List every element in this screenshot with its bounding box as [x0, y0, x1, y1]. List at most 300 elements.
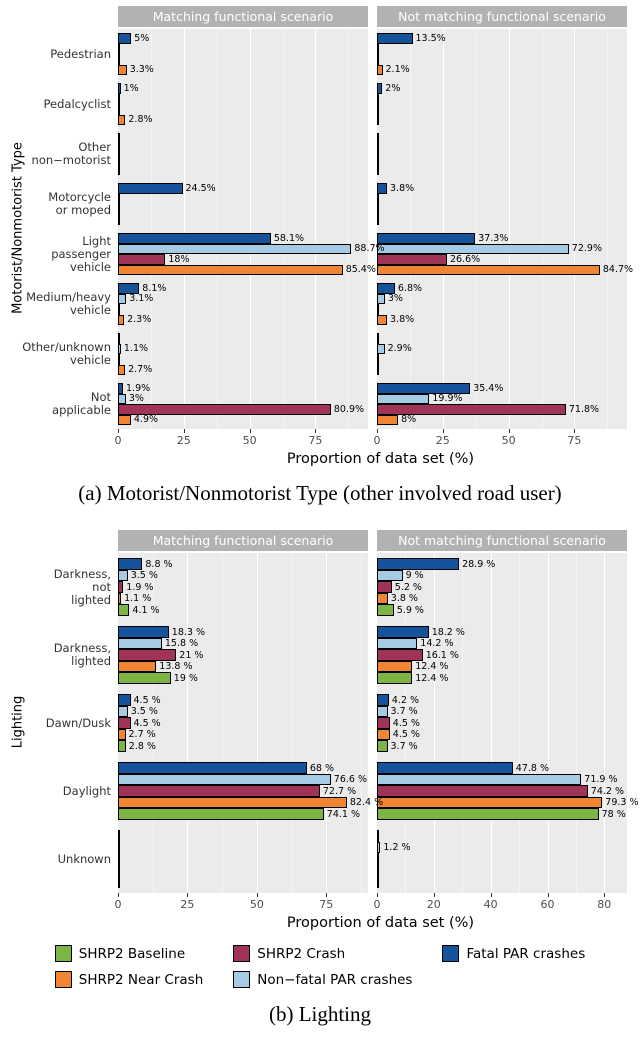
category-label-line: Motorcycle	[48, 190, 111, 204]
bar-group	[118, 757, 384, 825]
x-tick	[548, 893, 549, 897]
x-tick	[184, 429, 185, 433]
x-axis	[114, 429, 368, 450]
bar-row	[118, 694, 368, 706]
bar-crash	[377, 104, 379, 115]
bar-value-label: 26.6%	[450, 253, 481, 265]
bar-fatal	[377, 626, 429, 638]
bar-nonfatal	[377, 394, 429, 405]
bar-row	[118, 740, 368, 752]
bar-row	[118, 661, 368, 673]
bar-row	[377, 233, 627, 244]
bar-row	[118, 94, 368, 105]
bar-value-label: 19.9%	[432, 393, 463, 405]
bar-row	[377, 33, 627, 44]
category-label-line: Daylight	[62, 783, 111, 798]
bar-nearcrash	[118, 593, 121, 605]
bar-nearcrash	[118, 165, 120, 176]
bar-value-label: 76.6 %	[333, 774, 367, 785]
bar-row	[377, 706, 627, 718]
bar-row	[377, 264, 634, 276]
bar-row	[118, 672, 368, 684]
bar-row	[118, 762, 368, 774]
bar-value-label: 1.9%	[126, 382, 151, 394]
category-label	[28, 379, 118, 429]
bar-row	[118, 304, 368, 315]
bar-group	[118, 29, 368, 79]
bar-fatal	[118, 626, 169, 638]
bar-nonfatal	[118, 194, 120, 205]
caption-a: (a) Motorist/Nonmotorist Type (other involved road user)	[78, 481, 562, 505]
bar-row	[118, 365, 368, 376]
category-label-line: Light	[82, 233, 111, 248]
bar-row	[118, 404, 368, 415]
bar-value-label: 5.9 %	[396, 604, 424, 616]
category-label-line: applicable	[52, 403, 111, 417]
bar-value-label: 4.5 %	[133, 717, 161, 729]
bar-value-label: 37.3%	[478, 232, 509, 244]
bar-value-label: 74.1 %	[326, 808, 360, 820]
bar-value-label: 4.5 %	[133, 694, 161, 706]
bar-value-label: 2.1%	[385, 64, 410, 76]
bar-value-label: 1%	[123, 82, 139, 94]
bar-group	[377, 825, 627, 893]
panel-body	[377, 553, 639, 893]
bar-value-label: 47.8 %	[515, 762, 549, 774]
bar-crash	[118, 304, 120, 315]
bar-fatal	[377, 694, 389, 706]
bar-value-label: 5%	[134, 32, 150, 44]
bar-row	[377, 215, 627, 226]
bar-baseline	[118, 808, 324, 820]
bar-value-label: 71.8%	[568, 403, 600, 415]
bar-row	[377, 876, 627, 888]
bar-value-label: 1.2 %	[383, 842, 411, 853]
bar-nonfatal	[377, 638, 417, 650]
bar-value-label: 4.9%	[133, 414, 159, 426]
bar-row	[377, 365, 627, 376]
bar-row	[118, 593, 368, 605]
bar-nonfatal	[118, 94, 120, 105]
bar-nonfatal	[377, 774, 581, 786]
bar-fatal	[377, 133, 379, 144]
category-label	[28, 129, 118, 179]
bar-nearcrash	[377, 797, 602, 809]
bar-row	[377, 83, 627, 94]
bar-crash	[118, 54, 120, 65]
bar-baseline	[377, 604, 394, 616]
bar-row	[377, 104, 627, 115]
x-axis-title-a: Proportion of data set (%)	[286, 451, 475, 467]
bar-nearcrash	[377, 365, 379, 376]
bar-row	[377, 808, 627, 820]
legend-item	[55, 945, 203, 962]
bar-row	[118, 194, 368, 205]
x-axis-title-b: Proportion of data set (%)	[286, 915, 475, 931]
bar-crash	[377, 354, 379, 365]
bar-fatal	[118, 183, 183, 194]
bar-nearcrash	[118, 115, 125, 126]
x-tick	[491, 893, 492, 897]
bar-nonfatal	[377, 706, 388, 718]
x-tick-label: 0	[114, 434, 122, 447]
category-label	[28, 79, 118, 129]
bar-nearcrash	[118, 265, 343, 276]
bar-row	[377, 593, 627, 605]
bar-row	[118, 254, 368, 265]
bar-value-label: 85.4%	[345, 264, 376, 276]
bar-row	[377, 558, 627, 570]
bar-value-label: 2.8 %	[128, 740, 156, 752]
bar-value-label: 4.2 %	[391, 694, 420, 706]
bar-value-label: 2.8%	[128, 114, 153, 126]
bar-fatal	[118, 133, 120, 144]
bar-fatal	[377, 558, 459, 570]
bar-group	[377, 689, 627, 757]
bar-row	[118, 264, 376, 276]
bar-value-label: 3.7 %	[390, 706, 418, 717]
bar-nonfatal	[377, 344, 385, 355]
bar-group	[118, 279, 368, 329]
bar-value-label: 18.3 %	[171, 626, 205, 638]
bar-value-label: 3%	[128, 393, 144, 405]
bar-crash	[377, 304, 379, 315]
bar-value-label: 8.8 %	[145, 558, 173, 570]
category-label-line: Pedestrian	[50, 46, 111, 61]
bar-crash	[377, 54, 379, 65]
x-tick	[509, 429, 510, 433]
legend-item	[233, 945, 412, 962]
bar-row	[118, 294, 368, 305]
bar-baseline	[118, 740, 126, 752]
x-tick-label: 40	[483, 898, 498, 911]
bar-row	[377, 294, 627, 305]
bar-crash	[118, 254, 165, 265]
bar-row	[377, 94, 627, 105]
bar-row	[377, 842, 627, 854]
bar-value-label: 9 %	[405, 570, 424, 581]
bar-row	[118, 717, 368, 729]
bar-baseline	[377, 672, 412, 684]
bar-row	[377, 672, 627, 684]
bar-baseline	[118, 672, 171, 684]
category-label	[28, 757, 118, 825]
bar-nearcrash	[377, 115, 379, 126]
facet-strip: Matching functional scenario	[118, 6, 368, 27]
chart-b	[0, 530, 640, 914]
bar-value-label: 58.1%	[273, 232, 305, 244]
bar-nearcrash	[118, 797, 347, 809]
bar-nearcrash	[118, 865, 120, 877]
bar-value-label: 3.1%	[129, 293, 154, 305]
bar-row	[377, 183, 627, 194]
category-label	[28, 689, 118, 757]
bar-crash	[377, 853, 379, 865]
x-tick-label: 50	[501, 434, 516, 447]
bar-nearcrash	[118, 415, 131, 426]
bar-row	[118, 344, 368, 355]
bar-nearcrash	[377, 165, 379, 176]
bar-nearcrash	[377, 315, 387, 326]
legend-label: SHRP2 Crash	[257, 945, 346, 962]
bar-nearcrash	[118, 215, 120, 226]
bar-row	[377, 54, 627, 65]
bar-baseline	[377, 740, 388, 752]
bar-value-label: 28.9 %	[462, 558, 496, 570]
legend-swatch-fatal	[442, 945, 459, 962]
bar-nearcrash	[377, 215, 379, 226]
legend-item	[55, 971, 203, 988]
bar-row	[118, 354, 368, 365]
bar-value-label: 3.8%	[390, 182, 415, 194]
bar-row	[377, 283, 627, 294]
bar-value-label: 72.7 %	[322, 785, 357, 797]
x-tick-label: 80	[597, 898, 612, 911]
y-axis-title	[8, 530, 28, 914]
category-label-line: lighted	[71, 592, 111, 607]
bar-row	[118, 44, 368, 55]
figure-a	[0, 6, 640, 506]
legend-item	[233, 971, 412, 988]
bar-crash	[118, 717, 131, 729]
bar-row	[377, 344, 627, 355]
bar-nearcrash	[118, 729, 126, 741]
bar-row	[377, 570, 627, 582]
bar-row	[118, 204, 368, 215]
bar-nearcrash	[377, 661, 412, 673]
bar-nonfatal	[377, 144, 379, 155]
panel-body	[377, 29, 634, 429]
bar-nonfatal	[118, 842, 120, 854]
bar-row	[377, 785, 627, 797]
x-tick-label: 75	[567, 434, 582, 447]
x-tick	[377, 893, 378, 897]
bar-value-label: 3.7 %	[390, 740, 418, 752]
bar-nearcrash	[377, 65, 383, 76]
bar-value-label: 13.5%	[415, 32, 446, 44]
x-tick-label: 50	[242, 434, 257, 447]
bar-crash	[118, 853, 120, 865]
bar-row	[118, 315, 368, 326]
bar-nonfatal	[118, 144, 120, 155]
bar-row	[377, 853, 627, 865]
bar-row	[118, 215, 368, 226]
caption-b: (b) Lighting	[268, 1002, 372, 1026]
legend-label: SHRP2 Baseline	[78, 945, 186, 962]
bar-row	[118, 581, 368, 593]
bar-nonfatal	[118, 44, 120, 55]
bar-row	[118, 104, 368, 115]
bar-row	[118, 570, 368, 582]
bar-row	[118, 33, 368, 44]
category-label-line: Darkness,	[53, 641, 111, 655]
bar-fatal	[118, 694, 131, 706]
bar-row	[118, 115, 368, 126]
x-tick	[118, 893, 119, 897]
category-label-line: Other/unknown	[22, 340, 111, 354]
bar-row	[118, 853, 368, 865]
bar-row	[377, 154, 627, 165]
bar-row	[118, 243, 385, 255]
bar-value-label: 5.2 %	[394, 581, 422, 593]
bar-fatal	[377, 830, 379, 842]
bar-fatal	[377, 33, 413, 44]
bar-row	[377, 638, 627, 650]
bar-group	[377, 179, 627, 229]
bar-baseline	[118, 876, 120, 888]
bar-value-label: 3.8 %	[390, 593, 418, 604]
bar-nonfatal	[377, 570, 403, 582]
bar-value-label: 8.1%	[142, 282, 167, 294]
bar-row	[377, 354, 627, 365]
bar-row	[118, 154, 368, 165]
bar-value-label: 88.7%	[354, 243, 385, 255]
bar-row	[377, 404, 627, 415]
bar-row	[118, 604, 368, 616]
bar-group	[377, 129, 627, 179]
bar-value-label: 82.4 %	[349, 797, 384, 808]
bar-row	[118, 144, 368, 155]
category-label-line: Medium/heavy	[26, 290, 111, 304]
bar-group	[377, 553, 627, 621]
category-label-line: non−motorist	[31, 153, 111, 167]
bar-row	[118, 842, 368, 854]
y-axis-title-text: Lighting	[10, 695, 26, 749]
bar-value-label: 74.2 %	[590, 785, 624, 797]
bar-group	[377, 621, 627, 689]
bar-row	[118, 415, 368, 426]
category-label-line: Dawn/Dusk	[45, 715, 111, 730]
bar-nearcrash	[377, 593, 388, 605]
bar-value-label: 2.7%	[128, 364, 153, 376]
bar-row	[118, 876, 368, 888]
bar-value-label: 1.1 %	[124, 593, 152, 604]
bar-row	[377, 626, 627, 638]
bar-group	[118, 825, 368, 893]
bar-nearcrash	[118, 315, 124, 326]
category-label	[28, 553, 118, 621]
bar-crash	[377, 649, 423, 661]
bar-row	[118, 54, 368, 65]
bar-nearcrash	[377, 729, 390, 741]
bar-group	[377, 229, 634, 279]
facet-panel	[114, 6, 385, 450]
bar-row	[377, 304, 627, 315]
bar-group	[118, 689, 368, 757]
bar-nearcrash	[377, 865, 379, 877]
bar-row	[118, 729, 368, 741]
bar-crash	[118, 649, 176, 661]
bar-fatal	[377, 233, 475, 244]
bar-row	[377, 830, 627, 842]
bar-row	[377, 244, 627, 255]
x-axis	[373, 429, 627, 450]
bar-crash	[377, 204, 379, 215]
bar-value-label: 13.8 %	[159, 661, 193, 672]
bar-row	[377, 581, 627, 593]
legend-label: Fatal PAR crashes	[466, 945, 586, 962]
category-label-line: passenger	[51, 246, 111, 261]
bar-group	[377, 757, 639, 825]
bar-row	[118, 65, 368, 76]
bar-nonfatal	[118, 344, 121, 355]
facet-panel	[373, 530, 639, 914]
bar-value-label: 79.3 %	[605, 797, 639, 808]
bar-row	[377, 254, 627, 265]
category-label	[28, 621, 118, 689]
bar-group	[118, 329, 368, 379]
bar-group	[118, 553, 368, 621]
bar-nearcrash	[377, 265, 600, 276]
bar-group	[377, 329, 627, 379]
bar-row	[377, 204, 627, 215]
bar-value-label: 78 %	[601, 808, 626, 820]
bar-group	[118, 229, 385, 279]
bar-row	[118, 638, 368, 650]
bar-value-label: 1.1%	[123, 343, 149, 355]
x-tick	[443, 429, 444, 433]
bar-crash	[377, 254, 447, 265]
bar-row	[118, 830, 368, 842]
bar-value-label: 68 %	[309, 762, 335, 774]
x-axis	[114, 893, 368, 914]
bar-baseline	[377, 876, 379, 888]
bar-fatal	[118, 233, 271, 244]
bar-nonfatal	[118, 570, 128, 582]
bar-fatal	[377, 762, 513, 774]
bar-value-label: 18.2 %	[431, 626, 465, 638]
panel-body	[118, 29, 385, 429]
bar-crash	[377, 154, 379, 165]
facet-strip: Matching functional scenario	[118, 530, 368, 551]
bar-row	[118, 774, 368, 786]
bar-nonfatal	[377, 294, 385, 305]
bar-row	[118, 233, 368, 244]
bar-row	[377, 165, 627, 176]
bar-value-label: 1.9 %	[126, 581, 154, 593]
bar-row	[377, 194, 627, 205]
x-tick	[118, 429, 119, 433]
bar-value-label: 12.4 %	[415, 672, 449, 684]
bar-crash	[118, 785, 320, 797]
bar-value-label: 6.8%	[397, 282, 423, 294]
category-label-line: or moped	[55, 203, 111, 217]
bar-value-label: 18%	[168, 253, 190, 265]
bar-value-label: 16.1 %	[425, 649, 459, 661]
bar-nonfatal	[118, 774, 331, 786]
x-tick	[257, 893, 258, 897]
bar-value-label: 3.8%	[390, 314, 415, 326]
bar-value-label: 72.9%	[571, 243, 602, 255]
x-tick-label: 0	[373, 898, 381, 911]
bar-row	[377, 762, 627, 774]
x-tick-label: 25	[176, 434, 191, 447]
bar-crash	[377, 404, 566, 415]
bar-row	[377, 115, 627, 126]
bar-row	[118, 283, 368, 294]
bar-value-label: 2.7 %	[128, 729, 156, 740]
bar-crash	[118, 204, 120, 215]
bar-row	[118, 808, 368, 820]
bar-row	[377, 383, 627, 394]
bar-group	[377, 79, 627, 129]
bar-crash	[118, 154, 120, 165]
category-label-line: Other	[78, 140, 111, 154]
bar-row	[118, 133, 368, 144]
bar-row	[377, 604, 627, 616]
bar-value-label: 3.5 %	[130, 706, 158, 717]
bar-group	[377, 29, 627, 79]
